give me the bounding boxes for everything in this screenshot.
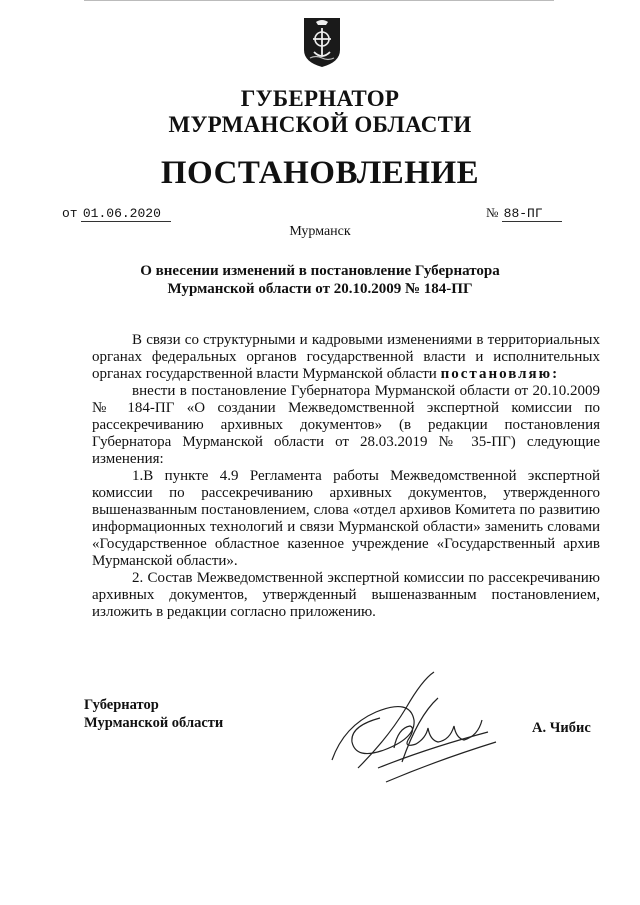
document-number: 88-ПГ [502,206,562,222]
header-title-line2: МУРМАНСКОЙ ОБЛАСТИ [168,112,472,137]
body-paragraph-2: внести в постановление Губернатора Мурманской области от 20.10.2009 № 184-ПГ «О создании Межведомственной экспертной комиссии по рассекречиванию архивных документов» (в редакции постановления Губернатора Мурманской области от 28.03.2019 № 35-ПГ) следующие изменения: [92,383,600,467]
document-type-title: ПОСТАНОВЛЕНИЕ [160,155,480,191]
signatory-name: А. Чибис [532,720,591,736]
body-paragraph-1-text: В связи со структурными и кадровыми изменениями в территориальных органах федеральных органов государственной власти и исполнительных органах государственной власти Мурманской области [92,332,600,382]
number-row [486,205,562,222]
date-prefix: от [62,206,78,221]
city: Мурманск [289,224,351,239]
signatory-position-line1: Губернатор [84,697,159,713]
signatory-position-line2: Мурманской области [84,715,224,731]
top-scan-line [84,0,554,1]
signatory-position [84,696,223,732]
document-date: 01.06.2020 [81,206,171,222]
number-prefix: № [486,205,499,220]
body-paragraph-4: 2. Состав Межведомственной экспертной комиссии по рассекречиванию архивных документов, утвержденный вышеназванным постановлением, изложить в редакции согласно приложению. [92,570,600,620]
subject-heading [0,262,640,298]
body-paragraph-3: 1.В пункте 4.9 Регламента работы Межведомственной экспертной комиссии по рассекречиванию архивных документов, утвержденного вышеназванным постановлением, слова «отдел архивов Комитета по развитию информационных технологий и связи Мурманской области» заменить словами «Государственное областное казенное учреждение «Государственный архив Мурманской области». [92,468,600,569]
decree-keyword: постановляю: [440,366,560,382]
header-title-line1: ГУБЕРНАТОР [240,86,400,111]
date-row [62,205,171,222]
subject-line1: О внесении изменений в постановление Губернатора [140,263,500,279]
coat-of-arms-emblem [302,16,342,68]
subject-line2: Мурманской области от 20.10.2009 № 184-ПГ [167,281,473,297]
body-paragraph-1 [92,332,600,383]
handwritten-signature [318,668,528,786]
document-body [92,332,600,621]
